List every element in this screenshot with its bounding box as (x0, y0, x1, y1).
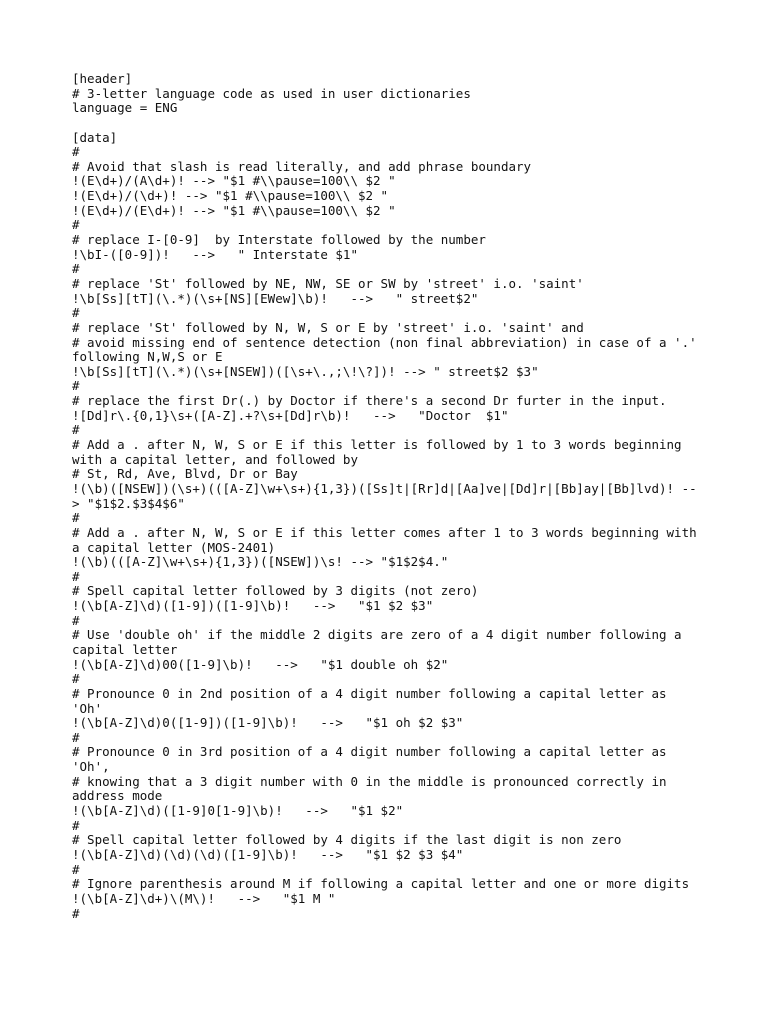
text-line: capital letter (72, 641, 178, 657)
text-line: # (72, 422, 80, 438)
text-line: # (72, 905, 80, 921)
text-line: [data] (72, 129, 118, 145)
text-line: language = ENG (72, 100, 178, 116)
text-line: !(\b[A-Z]\d+)\(M\)! --> "$1 M " (72, 890, 336, 906)
text-line: a capital letter (MOS-2401) (72, 539, 276, 555)
text-line: # (72, 729, 80, 745)
text-line: # Use 'double oh' if the middle 2 digits are zero of a 4 digit number following a (72, 627, 682, 643)
text-line: # St, Rd, Ave, Blvd, Dr or Bay (72, 466, 298, 482)
text-line: # (72, 378, 80, 394)
text-line: ![Dd]r\.{0,1}\s+([A-Z].+?\s+[Dd]r\b)! --> "Doctor $1" (72, 407, 509, 423)
text-line: # (72, 261, 80, 277)
text-line: [header] (72, 71, 133, 86)
text-line: # 3-letter language code as used in user dictionaries (72, 85, 471, 101)
text-line: !(\b[A-Z]\d)0([1-9])([1-9]\b)! --> "$1 oh $2 $3" (72, 715, 464, 731)
text-line: # (72, 217, 80, 233)
text-line: # knowing that a 3 digit number with 0 in the middle is pronounced correctly in (72, 773, 667, 789)
text-line: !(E\d+)/(A\d+)! --> "$1 #\\pause=100\\ $2 " (72, 173, 396, 189)
text-line: # (72, 305, 80, 321)
text-line: !(E\d+)/(\d+)! --> "$1 #\\pause=100\\ $2 " (72, 188, 389, 204)
text-line: address mode (72, 788, 163, 804)
text-line: # replace I-[0-9] by Interstate followed by the number (72, 232, 486, 248)
text-line: # replace 'St' followed by N, W, S or E by 'street' i.o. 'saint' and (72, 319, 584, 335)
text-line: # (72, 144, 80, 160)
document-page (72, 72, 712, 921)
text-line: !(\b)(([A-Z]\w+\s+){1,3})([NSEW])\s! --> "$1$2$4." (72, 554, 449, 570)
text-line: # Avoid that slash is read literally, and add phrase boundary (72, 158, 532, 174)
text-line (72, 116, 712, 131)
text-line: # replace the first Dr(.) by Doctor if there's a second Dr furter in the input. (72, 393, 667, 409)
text-line: # replace 'St' followed by NE, NW, SE or SW by 'street' i.o. 'saint' (72, 275, 584, 291)
text-line: !(E\d+)/(E\d+)! --> "$1 #\\pause=100\\ $2 " (72, 202, 396, 218)
text-line: # (72, 817, 80, 833)
text-line: # Add a . after N, W, S or E if this letter comes after 1 to 3 words beginning with (72, 524, 697, 540)
text-line: 'Oh', (72, 759, 110, 775)
text-line: !(\b)([NSEW])(\s+)(([A-Z]\w+\s+){1,3})([Ss]t|[Rr]d|[Aa]ve|[Dd]r|[Bb]ay|[Bb]lvd)! -- (72, 480, 697, 496)
text-line: # avoid missing end of sentence detection (non final abbreviation) in case of a '.' (72, 334, 697, 350)
text-line: !(\b[A-Z]\d)(\d)(\d)([1-9]\b)! --> "$1 $2 $3 $4" (72, 846, 464, 862)
text-line: # Add a . after N, W, S or E if this letter is followed by 1 to 3 words beginning (72, 437, 682, 453)
text-line: with a capital letter, and followed by (72, 451, 358, 467)
text-line: # (72, 510, 80, 526)
text-line: # (72, 671, 80, 687)
text-line: !(\b[A-Z]\d)([1-9])([1-9]\b)! --> "$1 $2 $3" (72, 598, 434, 614)
text-line: # (72, 612, 80, 628)
text-line: # Ignore parenthesis around M if following a capital letter and one or more digits (72, 876, 690, 892)
text-line: !\b[Ss][tT](\.*)(\s+[NSEW])([\s+\.,;\!\?])! --> " street$2 $3" (72, 363, 539, 379)
text-line: # Spell capital letter followed by 3 digits (not zero) (72, 583, 479, 599)
text-line: 'Oh' (72, 700, 103, 716)
text-line: # Pronounce 0 in 2nd position of a 4 digit number following a capital letter as (72, 685, 667, 701)
text-line: !\bI-([0-9])! --> " Interstate $1" (72, 246, 358, 262)
text-line: !\b[Ss][tT](\.*)(\s+[NS][EWew]\b)! --> " street$2" (72, 290, 479, 306)
text-line: !(\b[A-Z]\d)([1-9]0[1-9]\b)! --> "$1 $2" (72, 803, 404, 819)
text-line: following N,W,S or E (72, 349, 223, 365)
text-line: !(\b[A-Z]\d)00([1-9]\b)! --> "$1 double oh $2" (72, 656, 449, 672)
text-line: > "$1$2.$3$4$6" (72, 495, 185, 511)
text-line: # Pronounce 0 in 3rd position of a 4 digit number following a capital letter as (72, 744, 667, 760)
text-line: # (72, 568, 80, 584)
text-line: # (72, 861, 80, 877)
text-line: # Spell capital letter followed by 4 digits if the last digit is non zero (72, 832, 622, 848)
